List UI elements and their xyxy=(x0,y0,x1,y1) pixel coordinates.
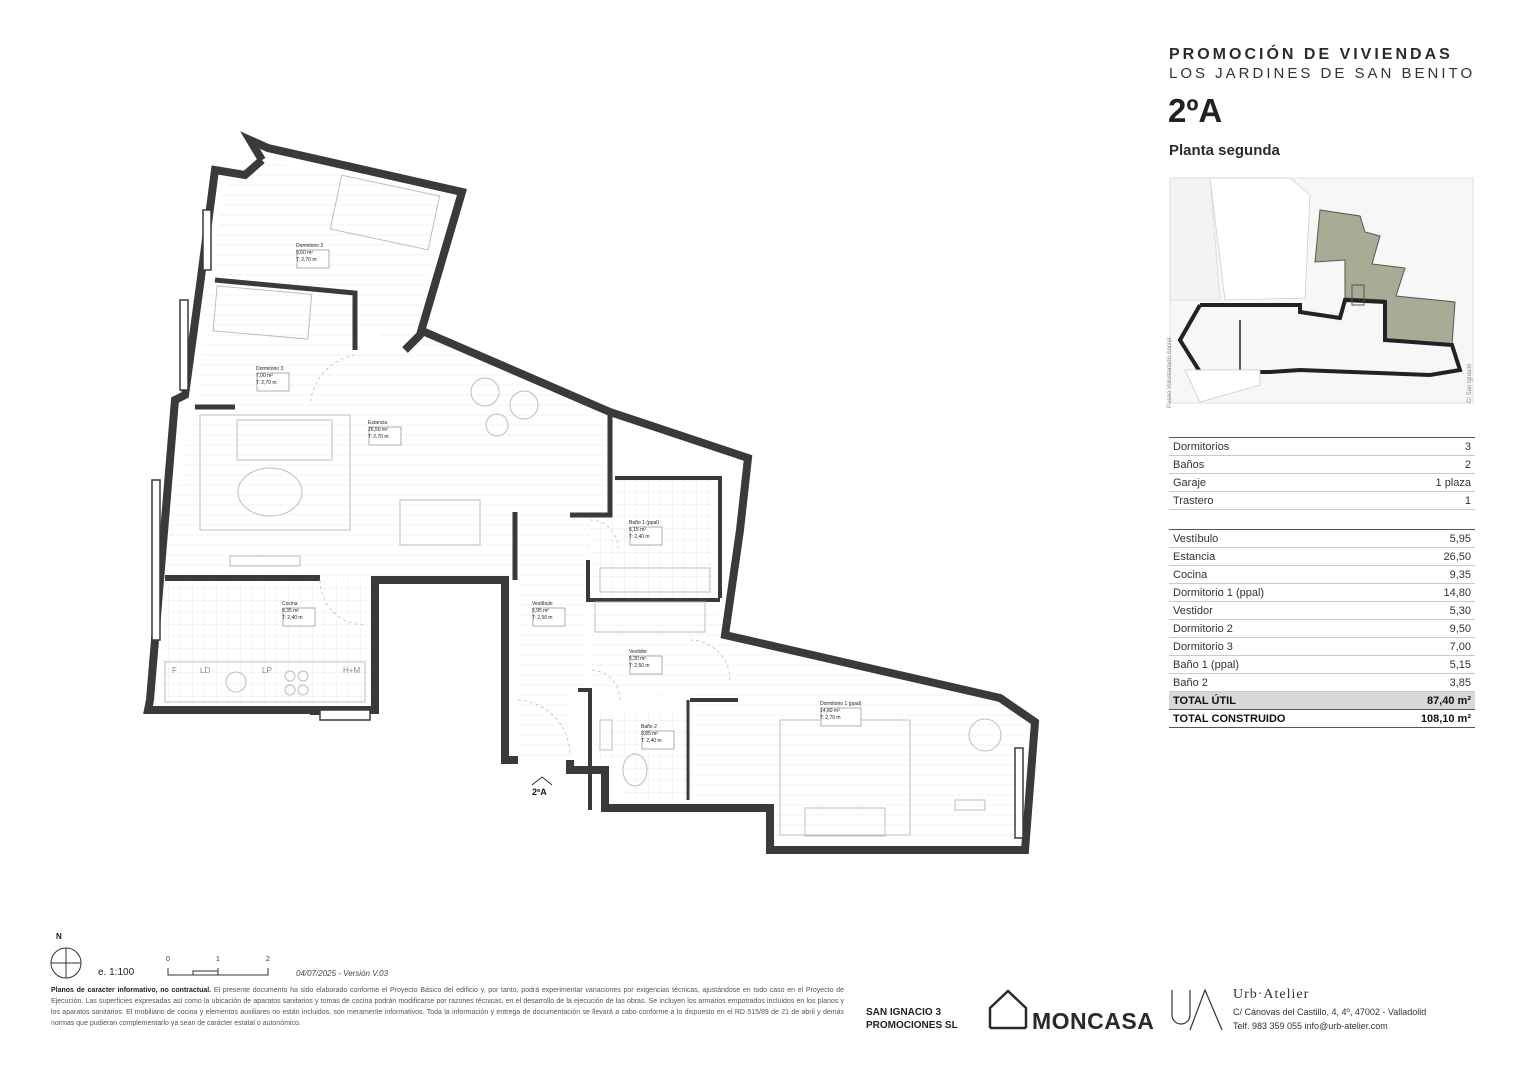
room-name: Estancia xyxy=(368,420,388,426)
moncasa-logo-icon xyxy=(990,991,1026,1028)
feature-value: 1 xyxy=(1351,492,1475,510)
area-label: Estancia xyxy=(1169,548,1375,566)
room-label-bano2 xyxy=(641,724,662,745)
area-label: Dormitorio 1 (ppal) xyxy=(1169,584,1375,602)
entrance-arrow-icon xyxy=(532,777,552,785)
disclaimer-text: El presente documento ha sido elaborado conforme el Proyecto Básico del edificio y, por tanto, podrá experimentar variaciones por exigencias técnicas, ajustándose en todo caso en el Proyecto de Ejecución. Las superficies expresadas así como la ubicación de aparatos sanitarios y tomas de cocina podrán modificarse por razones técnicas, en el desarrollo de la ejecución de las obras. Se incluyen los armarios empotrados incluidos en los planos y los aparatos sanitarios. El mobiliario de cocina y elementos auxiliares no están incluidos, son meramente informativos. Toda la información y entrega de documentación se llevará a cabo conforme a lo dispuesto en el RD 515/89 de 21 de abril y demás normas que pudieran complementarlo ya sean de carácter estatal o autonómico. xyxy=(51,987,844,1027)
room-height: T: 2,50 m xyxy=(629,663,650,669)
keyplan-street-left: Paseo Voluntariado Social xyxy=(1167,337,1173,408)
table-row xyxy=(1169,548,1475,566)
room-name: Baño 1 (ppal) xyxy=(629,520,660,526)
total-util-row xyxy=(1169,692,1475,710)
area-value: 26,50 xyxy=(1375,548,1475,566)
table-row xyxy=(1169,674,1475,692)
feature-value: 1 plaza xyxy=(1351,474,1475,492)
room-area: 9,35 m² xyxy=(282,608,299,614)
room-name: Dormitorio 1 (ppal) xyxy=(820,701,862,707)
architect-address: C/ Cánovas del Castillo, 4, 4º, 47002 - Valladolid xyxy=(1233,1007,1427,1017)
room-area: 26,50 m² xyxy=(368,427,388,433)
table-row xyxy=(1169,474,1475,492)
promoter-line2: PROMOCIONES SL xyxy=(866,1020,958,1031)
floor-dorm1 xyxy=(690,640,1030,845)
room-height: T: 2,40 m xyxy=(629,534,650,540)
moncasa-logo-text: MONCASA xyxy=(1032,1008,1155,1034)
table-row xyxy=(1169,656,1475,674)
area-value: 5,95 xyxy=(1375,530,1475,548)
floor-cocina xyxy=(160,580,370,705)
room-name: Baño 2 xyxy=(641,724,657,730)
room-label-bano1 xyxy=(629,520,659,541)
table-row xyxy=(1169,584,1475,602)
total-construido-value: 108,10 m² xyxy=(1375,710,1475,728)
unit-code: 2ºA xyxy=(1168,92,1223,129)
room-area: 5,95 m² xyxy=(532,608,549,614)
appliance-washer-label: LP xyxy=(262,666,272,675)
project-subtitle: LOS JARDINES DE SAN BENITO xyxy=(1169,65,1476,82)
area-value: 3,85 xyxy=(1375,674,1475,692)
table-row xyxy=(1169,492,1475,510)
room-label-estancia xyxy=(368,420,389,441)
table-row xyxy=(1169,456,1475,474)
room-area: 5,30 m² xyxy=(629,656,646,662)
area-label: Baño 2 xyxy=(1169,674,1375,692)
total-util-value: 87,40 m² xyxy=(1375,692,1475,710)
area-label: Vestíbulo xyxy=(1169,530,1375,548)
area-value: 9,50 xyxy=(1375,620,1475,638)
appliance-fridge-label: F xyxy=(172,666,177,675)
features-table xyxy=(1169,437,1475,510)
areas-table xyxy=(1169,529,1475,728)
room-height: T: 2,50 m xyxy=(532,615,553,621)
area-label: Vestidor xyxy=(1169,602,1375,620)
area-value: 14,80 xyxy=(1375,584,1475,602)
room-height: T: 2,40 m xyxy=(641,738,662,744)
appliance-dishwasher-label: LD xyxy=(200,666,211,675)
feature-value: 2 xyxy=(1351,456,1475,474)
north-label: N xyxy=(56,932,62,941)
area-value: 7,00 xyxy=(1375,638,1475,656)
scale-tick-0: 0 xyxy=(166,956,170,963)
feature-label: Dormitorios xyxy=(1169,438,1351,456)
room-label-cocina xyxy=(282,601,303,622)
table-row xyxy=(1169,602,1475,620)
area-label: Dormitorio 2 xyxy=(1169,620,1375,638)
scale-tick-1: 1 xyxy=(216,956,220,963)
room-label-vestidor xyxy=(629,649,650,670)
table-row xyxy=(1169,530,1475,548)
scale-tick-2: 2 xyxy=(266,956,270,963)
urb-atelier-logo-icon xyxy=(1172,990,1222,1030)
room-height: T: 2,70 m xyxy=(820,715,841,721)
disclaimer-bold: Planos de caracter informativo, no contractual. xyxy=(51,987,212,994)
entrance-label: 2ºA xyxy=(532,787,547,797)
room-label-dorm3 xyxy=(256,366,283,387)
table-row xyxy=(1169,638,1475,656)
area-value: 9,35 xyxy=(1375,566,1475,584)
total-construido-label: TOTAL CONSTRUIDO xyxy=(1169,710,1375,728)
table-row xyxy=(1169,620,1475,638)
room-name: Dormitorio 2 xyxy=(296,243,324,249)
room-name: Dormitorio 3 xyxy=(256,366,284,372)
keyplan xyxy=(1170,178,1473,403)
disclaimer xyxy=(51,985,844,1029)
room-height: T: 2,70 m xyxy=(368,434,389,440)
feature-label: Garaje xyxy=(1169,474,1351,492)
floor-name: Planta segunda xyxy=(1169,142,1280,159)
date-version: 04/07/2025 - Versión V.03 xyxy=(296,969,389,978)
area-value: 5,15 xyxy=(1375,656,1475,674)
total-util-label: TOTAL ÚTIL xyxy=(1169,692,1375,710)
room-label-dorm2 xyxy=(296,243,323,264)
keyplan-street-right: C/ San Ignacio xyxy=(1467,363,1473,403)
feature-value: 3 xyxy=(1351,438,1475,456)
appliance-oven-label: H+M xyxy=(343,666,361,675)
area-label: Dormitorio 3 xyxy=(1169,638,1375,656)
area-label: Baño 1 (ppal) xyxy=(1169,656,1375,674)
promoter xyxy=(866,1006,958,1032)
feature-label: Baños xyxy=(1169,456,1351,474)
room-height: T: 2,70 m xyxy=(256,380,277,386)
room-area: 9,50 m² xyxy=(296,250,313,256)
scale-bar xyxy=(168,968,268,975)
area-label: Cocina xyxy=(1169,566,1375,584)
architect-contact: Telf. 983 359 055 info@urb-atelier.com xyxy=(1233,1021,1388,1031)
table-row xyxy=(1169,438,1475,456)
room-height: T: 2,70 m xyxy=(296,257,317,263)
table-row xyxy=(1169,566,1475,584)
area-value: 5,30 xyxy=(1375,602,1475,620)
room-area: 7,00 m² xyxy=(256,373,273,379)
total-construido-row xyxy=(1169,710,1475,728)
project-title: PROMOCIÓN DE VIVIENDAS xyxy=(1169,46,1453,63)
scale-label: e. 1:100 xyxy=(98,967,135,978)
room-area: 5,15 m² xyxy=(629,527,646,533)
room-area: 3,85 m² xyxy=(641,731,658,737)
room-label-dorm1 xyxy=(820,701,861,722)
room-label-vestibulo xyxy=(532,601,553,622)
feature-label: Trastero xyxy=(1169,492,1351,510)
north-arrow xyxy=(51,948,81,978)
architect-name: Urb·Atelier xyxy=(1233,987,1310,1002)
room-name: Cocina xyxy=(282,601,298,607)
room-area: 14,80 m² xyxy=(820,708,840,714)
promoter-line1: SAN IGNACIO 3 xyxy=(866,1007,942,1018)
room-height: T: 2,40 m xyxy=(282,615,303,621)
room-name: Vestidor xyxy=(629,649,648,655)
room-name: Vestíbulo xyxy=(532,601,553,607)
